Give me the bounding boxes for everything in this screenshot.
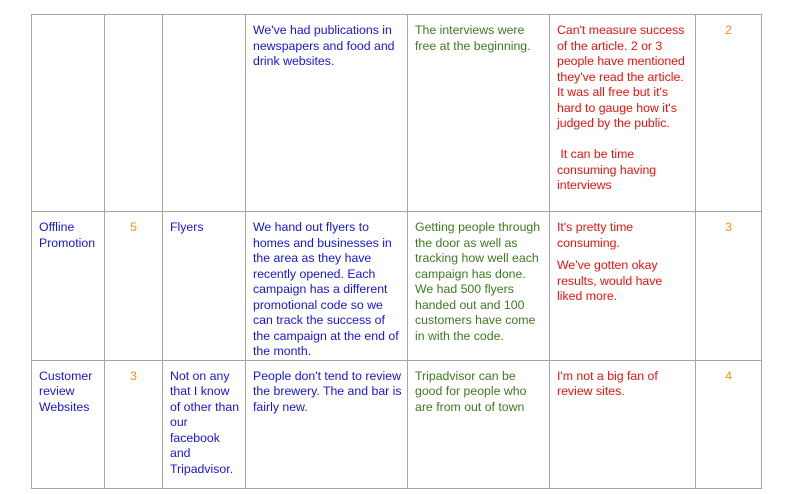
positive-paragraph: We had 500 flyers handed out and 100 customers have come in with the code. (415, 282, 536, 343)
rating-text: 4 (725, 368, 732, 383)
negative-cell[interactable] (550, 360, 696, 488)
rating-cell[interactable] (696, 212, 762, 361)
negative-text (550, 212, 695, 305)
topic-text: Customer review Websites (39, 368, 93, 414)
topic-cell[interactable] (32, 15, 105, 212)
negative-text: I'm not a big fan of review sites. (557, 368, 658, 398)
score-cell[interactable] (105, 360, 163, 488)
negative-paragraph: It's pretty time consuming. (557, 220, 634, 250)
rating-text: 3 (725, 220, 732, 234)
topic-text (32, 15, 104, 23)
method-text: Not on any that I know of other than our facebook and Tripadvisor. (170, 368, 240, 476)
positive-text (408, 212, 549, 344)
evaluation-table (31, 14, 762, 489)
description-cell[interactable] (246, 360, 408, 488)
table-row (32, 360, 762, 488)
table-row (32, 212, 762, 361)
positive-cell[interactable] (408, 360, 550, 488)
negative-text (550, 15, 695, 194)
topic-text: Offline Promotion (39, 220, 96, 250)
positive-cell[interactable] (408, 212, 550, 361)
score-cell[interactable] (105, 212, 163, 361)
positive-text: Tripadvisor can be good for people who are from out of town (415, 368, 527, 414)
positive-text: The interviews were free at the beginning. (415, 23, 531, 53)
method-cell[interactable] (163, 15, 246, 212)
method-cell[interactable] (163, 212, 246, 361)
score-cell[interactable] (105, 15, 163, 212)
negative-paragraph: Can't measure success of the article. 2 or 3 people have mentioned they've read the article. It was all free but it's hard to gauge how it's judged by the public. (557, 23, 685, 130)
description-text: We've had publications in newspapers and food and drink websites. (253, 23, 395, 68)
method-cell[interactable] (163, 360, 246, 488)
description-text: We hand out flyers to homes and businesses in the area as they have recently opened. Each campaign has a different promotional code so we can track the success of the campaign at the end of the month. (253, 220, 399, 358)
description-text: People don't tend to review the brewery. The and bar is fairly new. (253, 368, 402, 414)
positive-cell[interactable] (408, 15, 550, 212)
score-text: 3 (130, 368, 137, 383)
rating-cell[interactable] (696, 360, 762, 488)
topic-cell[interactable] (32, 212, 105, 361)
negative-paragraph: It can be time consuming having interviews (557, 147, 660, 192)
table-row (32, 15, 762, 212)
rating-text: 2 (725, 23, 732, 37)
topic-cell[interactable] (32, 360, 105, 488)
description-cell[interactable] (246, 212, 408, 361)
negative-paragraph: We've gotten okay results, would have liked more. (557, 258, 663, 303)
method-text (163, 15, 245, 23)
score-text: 5 (130, 220, 137, 234)
negative-cell[interactable] (550, 15, 696, 212)
score-text (105, 15, 162, 23)
method-text: Flyers (170, 220, 204, 234)
description-cell[interactable] (246, 15, 408, 212)
positive-paragraph: Getting people through the door as well as tracking how well each campaign has done. (415, 220, 541, 281)
negative-cell[interactable] (550, 212, 696, 361)
rating-cell[interactable] (696, 15, 762, 212)
